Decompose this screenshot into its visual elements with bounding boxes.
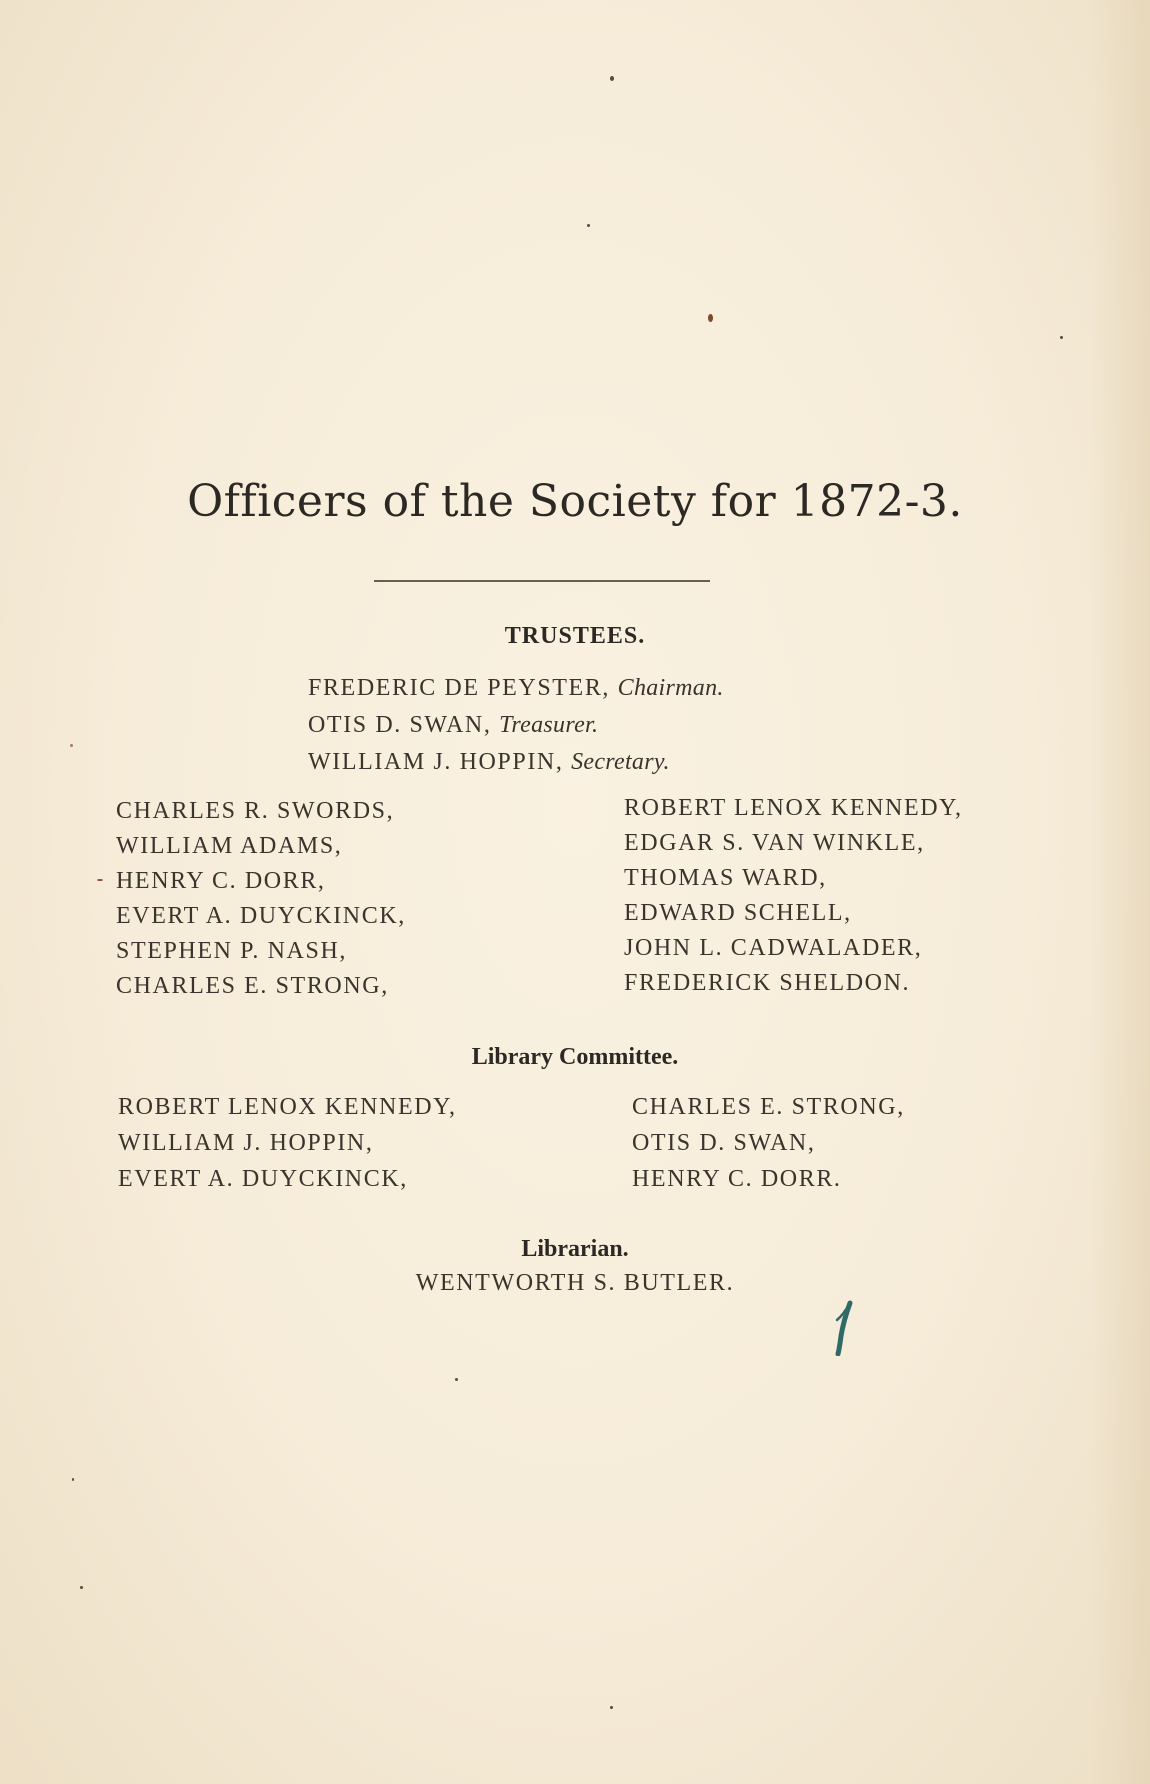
trustees-heading: TRUSTEES. xyxy=(504,623,646,649)
committee-member-name: HENRY C. DORR. xyxy=(632,1166,842,1192)
foxing-speck xyxy=(587,224,590,227)
officer-role: Chairman. xyxy=(617,675,724,701)
committee-member-name: CHARLES E. STRONG, xyxy=(632,1094,905,1120)
foxing-speck xyxy=(72,1478,74,1481)
foxing-speck xyxy=(97,879,103,881)
trustee-name: EDGAR S. VAN WINKLE, xyxy=(624,830,925,856)
title-divider-rule xyxy=(374,580,710,582)
trustee-name: THOMAS WARD, xyxy=(624,865,827,891)
trustee-name: FREDERICK SHELDON. xyxy=(624,970,911,996)
trustee-name: STEPHEN P. NASH, xyxy=(116,938,347,964)
trustee-officers-list xyxy=(308,670,724,781)
officer-role: Treasurer. xyxy=(499,712,599,738)
trustee-name: EDWARD SCHELL, xyxy=(624,900,852,926)
officer-chairman xyxy=(308,670,724,707)
page-title: Officers of the Society for 1872-3. xyxy=(187,476,963,527)
librarian-name: WENTWORTH S. BUTLER. xyxy=(415,1270,735,1296)
committee-member-name: WILLIAM J. HOPPIN, xyxy=(118,1130,374,1156)
page-edge-shading xyxy=(1090,0,1150,1784)
trustees-left-column xyxy=(116,794,406,1004)
librarian-name-block xyxy=(0,1265,1150,1301)
trustee-name: HENRY C. DORR, xyxy=(116,868,326,894)
trustee-name: JOHN L. CADWALADER, xyxy=(624,935,923,961)
foxing-speck xyxy=(455,1378,458,1381)
committee-member-name: ROBERT LENOX KENNEDY, xyxy=(118,1094,457,1120)
committee-member-name: OTIS D. SWAN, xyxy=(632,1130,816,1156)
foxing-speck xyxy=(1060,336,1063,339)
foxing-speck xyxy=(80,1586,83,1589)
pencil-page-number-mark xyxy=(834,1300,858,1356)
foxing-speck xyxy=(610,1706,613,1709)
trustee-name: CHARLES R. SWORDS, xyxy=(116,798,395,824)
trustee-name: ROBERT LENOX KENNEDY, xyxy=(624,795,963,821)
trustee-name: WILLIAM ADAMS, xyxy=(116,833,343,859)
officer-name: WILLIAM J. HOPPIN, xyxy=(308,749,564,775)
officer-name: FREDERIC DE PEYSTER, xyxy=(308,675,611,701)
foxing-speck xyxy=(708,314,713,322)
trustee-name: CHARLES E. STRONG, xyxy=(116,973,389,999)
trustee-name: EVERT A. DUYCKINCK, xyxy=(116,903,406,929)
library-committee-heading: Library Committee. xyxy=(471,1044,679,1070)
officer-secretary xyxy=(308,744,724,781)
foxing-speck xyxy=(70,744,73,747)
officer-role: Secretary. xyxy=(571,749,670,775)
committee-member-name: EVERT A. DUYCKINCK, xyxy=(118,1166,408,1192)
officer-treasurer xyxy=(308,707,724,744)
foxing-speck xyxy=(610,76,614,81)
officer-name: OTIS D. SWAN, xyxy=(308,712,492,738)
librarian-heading: Librarian. xyxy=(521,1236,629,1262)
library-committee-right-column xyxy=(632,1089,905,1197)
library-committee-left-column xyxy=(118,1089,457,1197)
trustees-right-column xyxy=(624,791,963,1001)
